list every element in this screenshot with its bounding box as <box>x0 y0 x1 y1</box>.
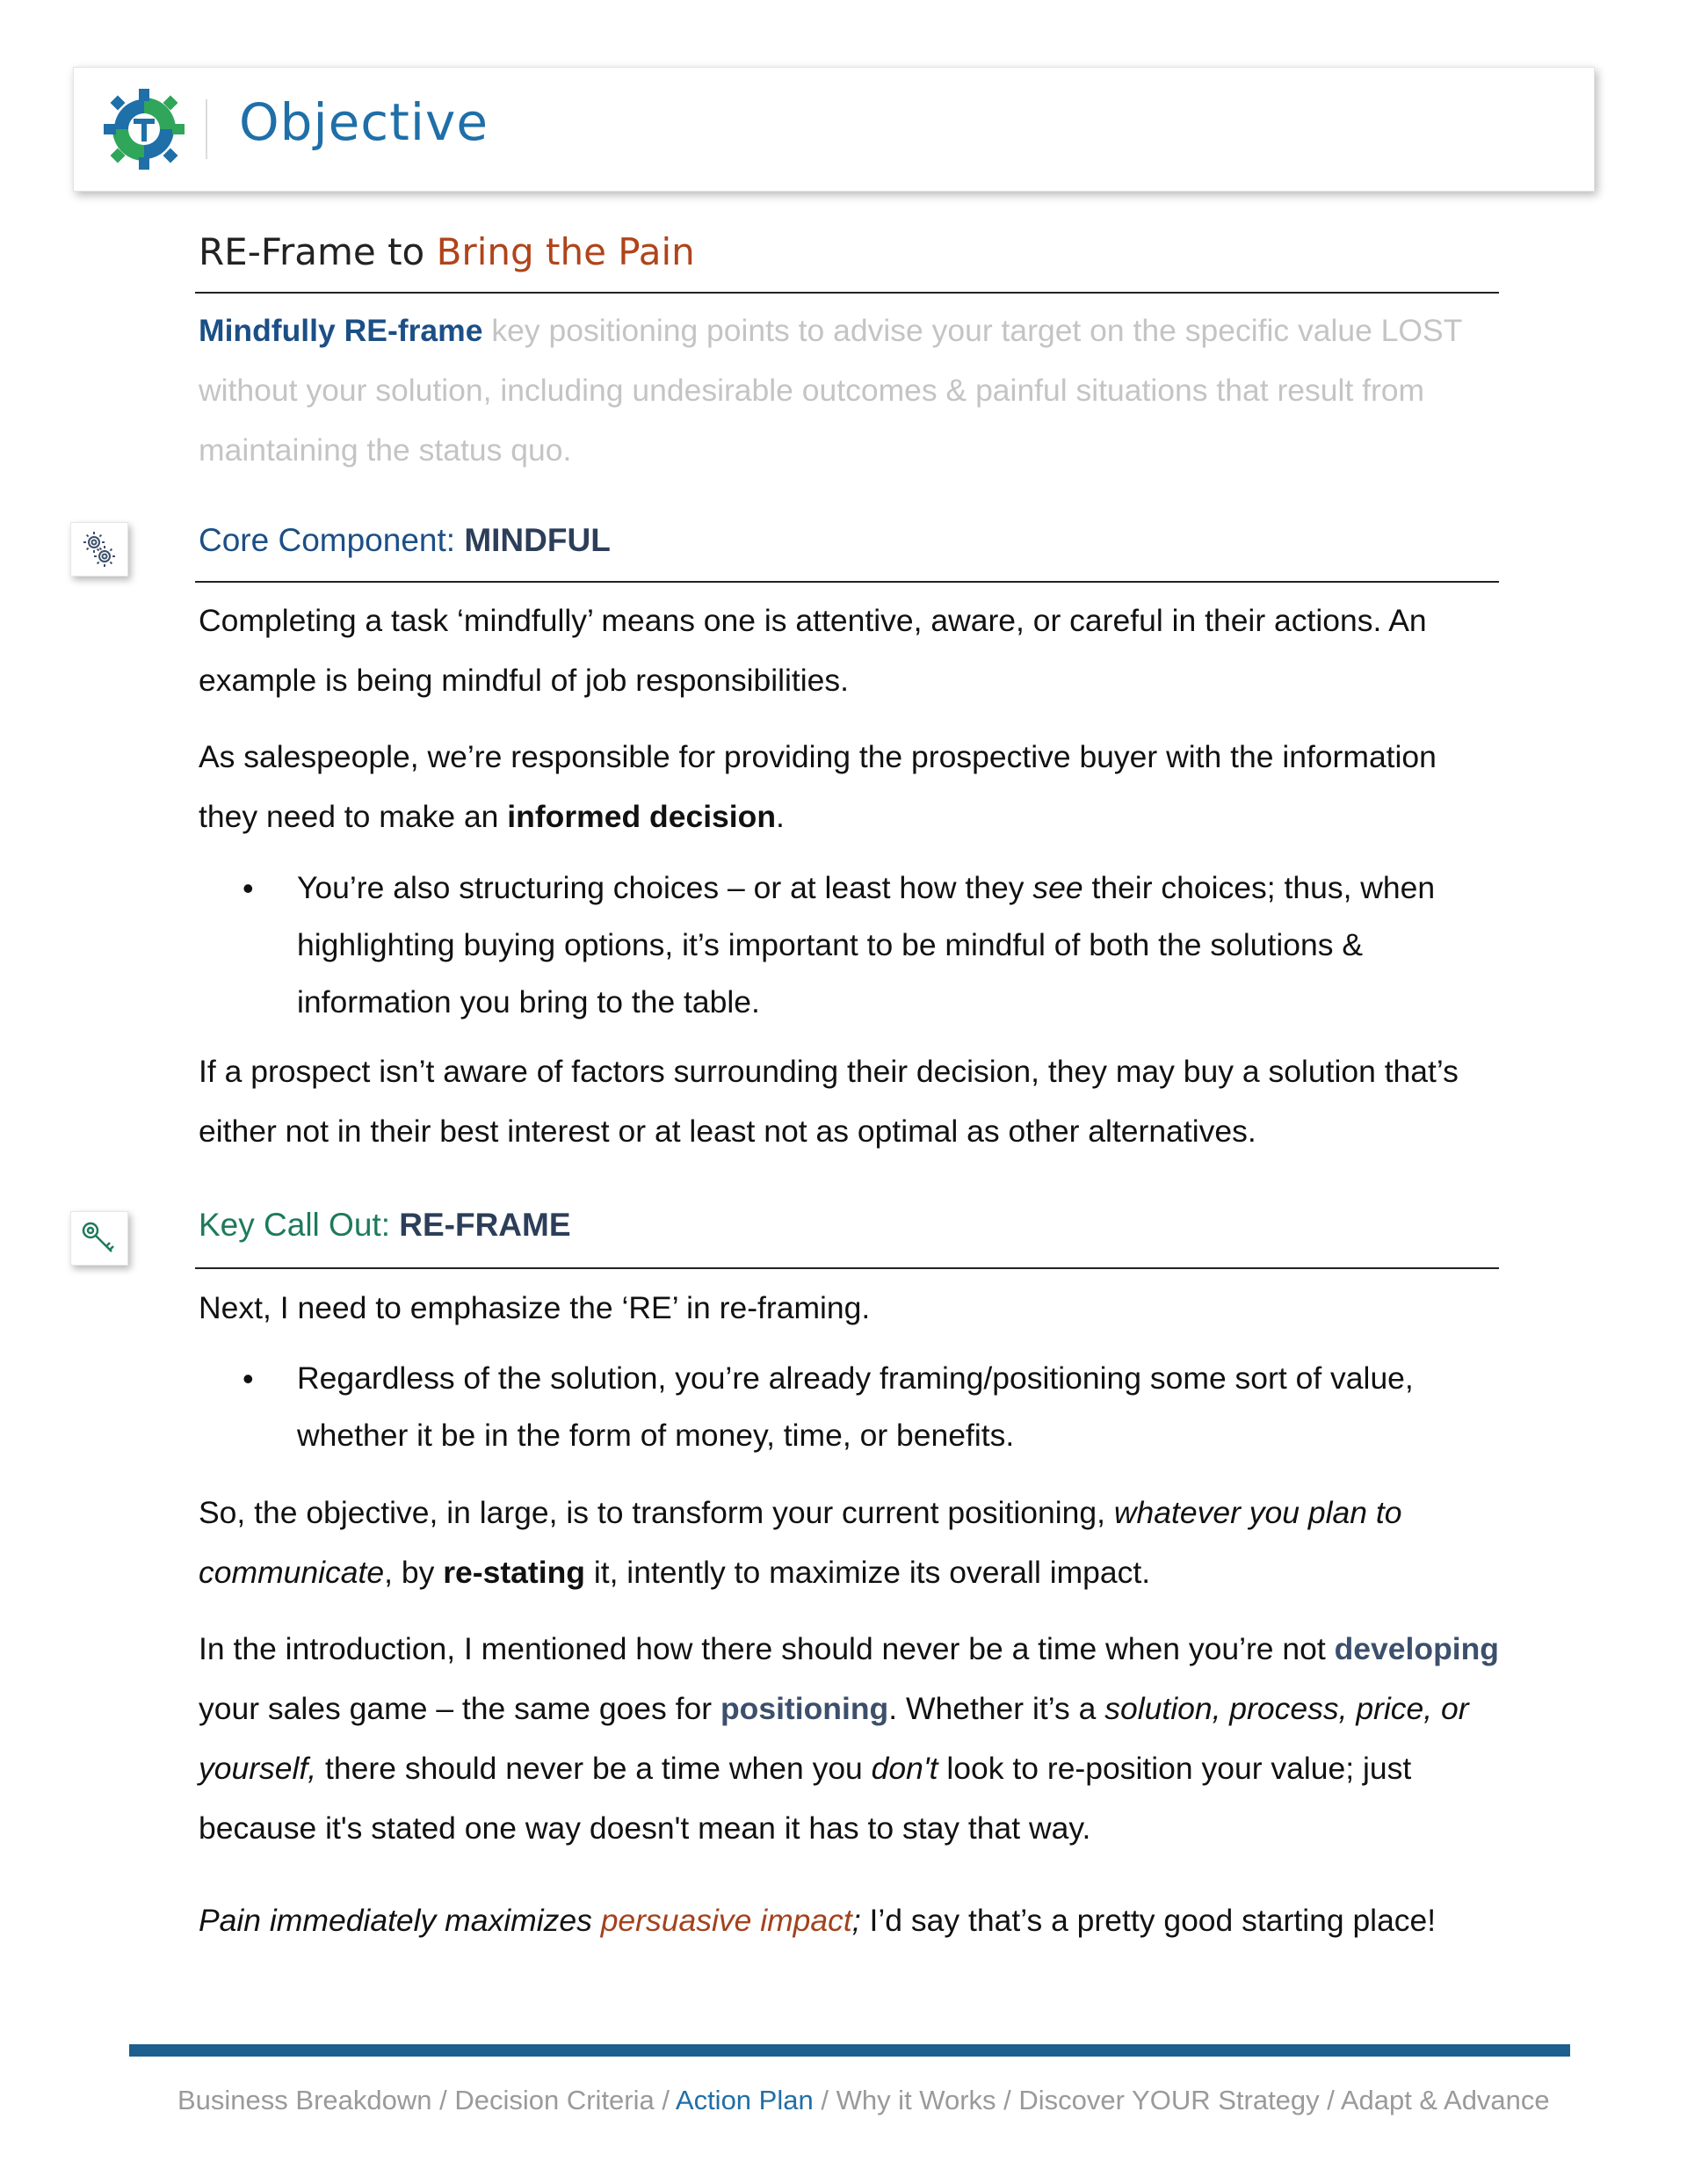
intro-rest: key positioning points to advise your target on the specific value LOST without your solution, including undesirable outcomes & painful situations that result from maintaining the status quo. <box>199 313 1462 468</box>
key-p2-bold: re-stating <box>443 1555 585 1590</box>
key-p3-c: . Whether it’s a <box>888 1691 1105 1726</box>
header-box <box>73 67 1595 192</box>
core-heading-strong: MINDFUL <box>464 522 611 558</box>
core-bullet-text <box>297 860 1501 1031</box>
key-p2-a: So, the objective, in large, is to transform your current positioning, <box>199 1495 1114 1530</box>
key-icon-box <box>70 1211 128 1266</box>
bullet-dot: • <box>243 1360 254 1397</box>
closing-line <box>199 1890 1499 1950</box>
key-heading-label: Key Call Out: <box>199 1207 400 1243</box>
footer-item-decision-criteria[interactable]: Decision Criteria <box>454 2085 655 2115</box>
key-p3-b: your sales game – the same goes for <box>199 1691 720 1726</box>
intro-paragraph <box>199 301 1499 480</box>
key-icon <box>71 1212 127 1265</box>
footer-separator: / <box>1319 2085 1341 2115</box>
key-p2-italic: whatever you plan to communicate <box>199 1495 1402 1590</box>
core-p2-bold: informed decision <box>507 799 777 834</box>
core-bullet-before: You’re also structuring choices – or at least how they <box>297 870 1033 905</box>
section-rule <box>195 292 1499 294</box>
core-icon-box <box>70 522 128 577</box>
key-p3-italic-2: don't <box>871 1751 938 1786</box>
key-p3-a: In the introduction, I mentioned how there should never be a time when you’re not <box>199 1631 1335 1666</box>
footer-separator: / <box>813 2085 836 2115</box>
key-p3-italic-1: solution, process, price, or yourself, <box>199 1691 1469 1786</box>
key-heading-strong: RE-FRAME <box>399 1207 571 1243</box>
header-divider <box>206 99 207 159</box>
key-p3-d: there should never be a time when you <box>316 1751 872 1786</box>
core-bullet-after: their choices; thus, when highlighting buying options, it’s important to be mindful of both the solutions & information you bring to the table. <box>297 870 1436 1019</box>
gear-t-logo-icon <box>100 85 188 173</box>
core-rule <box>195 581 1499 583</box>
footer-bar <box>129 2044 1570 2057</box>
key-p3-bold-positioning: positioning <box>720 1691 889 1726</box>
page-title: Objective <box>239 92 489 152</box>
footer-item-discover-your-strategy[interactable]: Discover YOUR Strategy <box>1018 2085 1320 2115</box>
closing-rest: I’d say that’s a pretty good starting place! <box>860 1903 1437 1938</box>
core-p2-text: As salespeople, we’re responsible for providing the prospective buyer with the information they need to make an <box>199 739 1437 834</box>
key-p2-b: , by <box>384 1555 444 1590</box>
footer-item-why-it-works[interactable]: Why it Works <box>836 2085 996 2115</box>
core-p2-after: . <box>776 799 785 834</box>
gears-icon <box>71 523 127 576</box>
key-paragraph-1: Next, I need to emphasize the ‘RE’ in re-framing. <box>199 1290 871 1325</box>
key-bullet-text: Regardless of the solution, you’re already framing/positioning some sort of value, whether it be in the form of money, time, or benefits. <box>297 1360 1414 1453</box>
core-paragraph-3: If a prospect isn’t aware of factors surrounding their decision, they may buy a solution that’s either not in their best interest or at least not as optimal as other alternatives. <box>199 1054 1459 1149</box>
key-paragraph-2 <box>199 1483 1499 1602</box>
bullet-dot: • <box>243 870 254 906</box>
core-heading <box>199 522 611 559</box>
closing-semicolon: ; <box>851 1903 861 1938</box>
key-p3-bold-developing: developing <box>1334 1631 1499 1666</box>
key-rule <box>195 1267 1499 1269</box>
footer-separator: / <box>654 2085 676 2115</box>
key-heading <box>199 1207 571 1244</box>
core-bullet-italic: see <box>1032 870 1083 905</box>
core-paragraph-2 <box>199 727 1499 846</box>
key-p3-e: look to re-position your value; just because it's stated one way doesn't mean it has to stay that way. <box>199 1751 1412 1846</box>
core-paragraph-1: Completing a task ‘mindfully’ means one is attentive, aware, or careful in their actions. An example is being mindful of job responsibilities. <box>199 603 1427 698</box>
footer-item-business-breakdown[interactable]: Business Breakdown <box>177 2085 432 2115</box>
closing-orange: persuasive impact <box>600 1903 852 1938</box>
section-title-accent: Bring the Pain <box>436 230 695 273</box>
closing-italic: Pain immediately maximizes <box>199 1903 601 1938</box>
intro-lead: Mindfully RE-frame <box>199 313 483 348</box>
key-p2-c: it, intently to maximize its overall impact. <box>584 1555 1151 1590</box>
core-heading-label: Core Component: <box>199 522 465 558</box>
footer-item-adapt-advance[interactable]: Adapt & Advance <box>1340 2085 1550 2115</box>
section-title <box>199 230 695 273</box>
footer-separator: / <box>431 2085 455 2115</box>
footer-breadcrumb <box>177 2085 1550 2116</box>
footer-item-action-plan[interactable]: Action Plan <box>675 2085 814 2115</box>
footer-separator: / <box>996 2085 1019 2115</box>
key-paragraph-3 <box>199 1619 1499 1858</box>
section-title-main: RE-Frame to <box>199 230 437 273</box>
